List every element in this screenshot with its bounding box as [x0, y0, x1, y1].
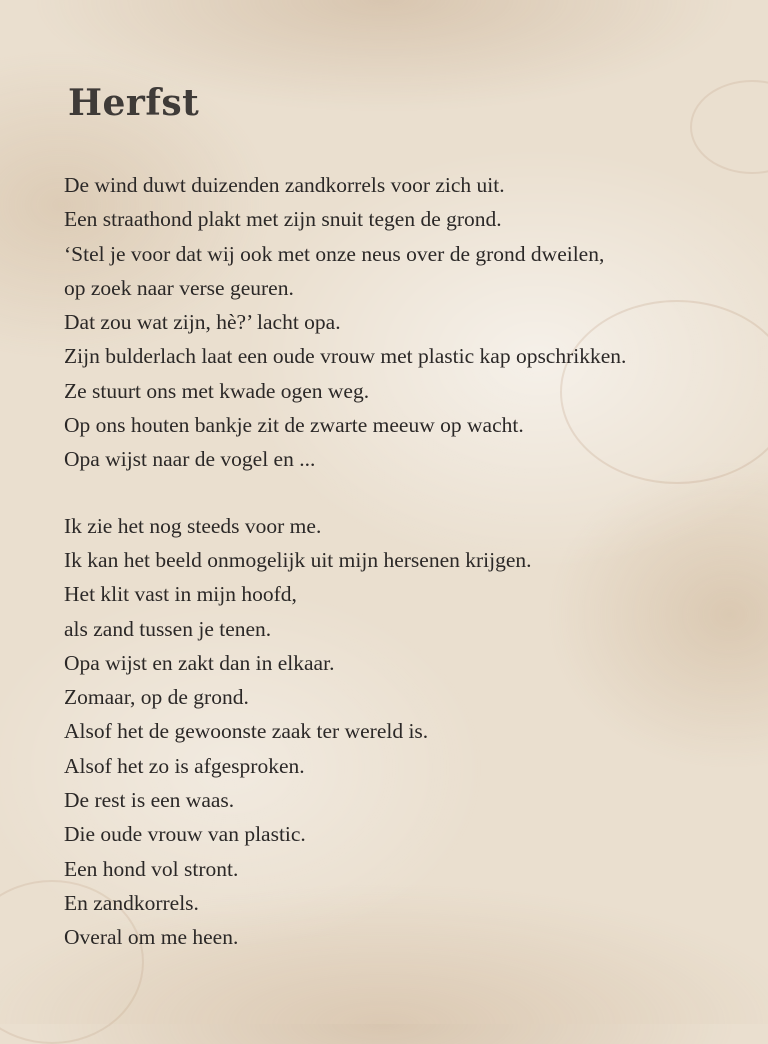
poem-line: Opa wijst en zakt dan in elkaar.	[64, 650, 335, 675]
poem-line: De wind duwt duizenden zandkorrels voor zich uit.	[64, 173, 505, 197]
poem-line: als zand tussen je tenen.	[64, 616, 272, 641]
poem-body	[64, 168, 754, 955]
poem-line: Ik kan het beeld onmogelijk uit mijn hersenen krijgen.	[64, 547, 532, 572]
poem-line: Het klit vast in mijn hoofd,	[64, 582, 297, 607]
poem-line: Die oude vrouw van plastic.	[64, 822, 306, 847]
poem-line: Ze stuurt ons met kwade ogen weg.	[64, 378, 370, 403]
stanza-1	[64, 168, 754, 477]
poem-line: De rest is een waas.	[64, 788, 235, 813]
poem-line: Overal om me heen.	[64, 925, 239, 950]
poem-line: Opa wijst naar de vogel en ...	[64, 447, 316, 472]
poem-line: En zandkorrels.	[64, 890, 199, 915]
poem-line: Zijn bulderlach laat een oude vrouw met plastic kap opschrikken.	[64, 344, 627, 369]
water-stain	[690, 80, 768, 174]
poem-line: Op ons houten bankje zit de zwarte meeuw op wacht.	[64, 413, 524, 438]
poem-line: Alsof het zo is afgesproken.	[64, 753, 305, 778]
poem-line: op zoek naar verse geuren.	[64, 275, 294, 300]
poem-line: ‘Stel je voor dat wij ook met onze neus over de grond dweilen,	[64, 241, 605, 266]
poem-line: Alsof het de gewoonste zaak ter wereld is.	[64, 719, 429, 744]
stanza-2	[64, 509, 754, 955]
poem-line: Ik zie het nog steeds voor me.	[64, 513, 322, 538]
poem-line: Een straathond plakt met zijn snuit tegen de grond.	[64, 207, 502, 232]
poem-title: Herfst	[68, 82, 200, 124]
poem-line: Dat zou wat zijn, hè?’ lacht opa.	[64, 310, 341, 335]
poem-line: Zomaar, op de grond.	[64, 685, 249, 710]
poem-line: Een hond vol stront.	[64, 856, 239, 881]
